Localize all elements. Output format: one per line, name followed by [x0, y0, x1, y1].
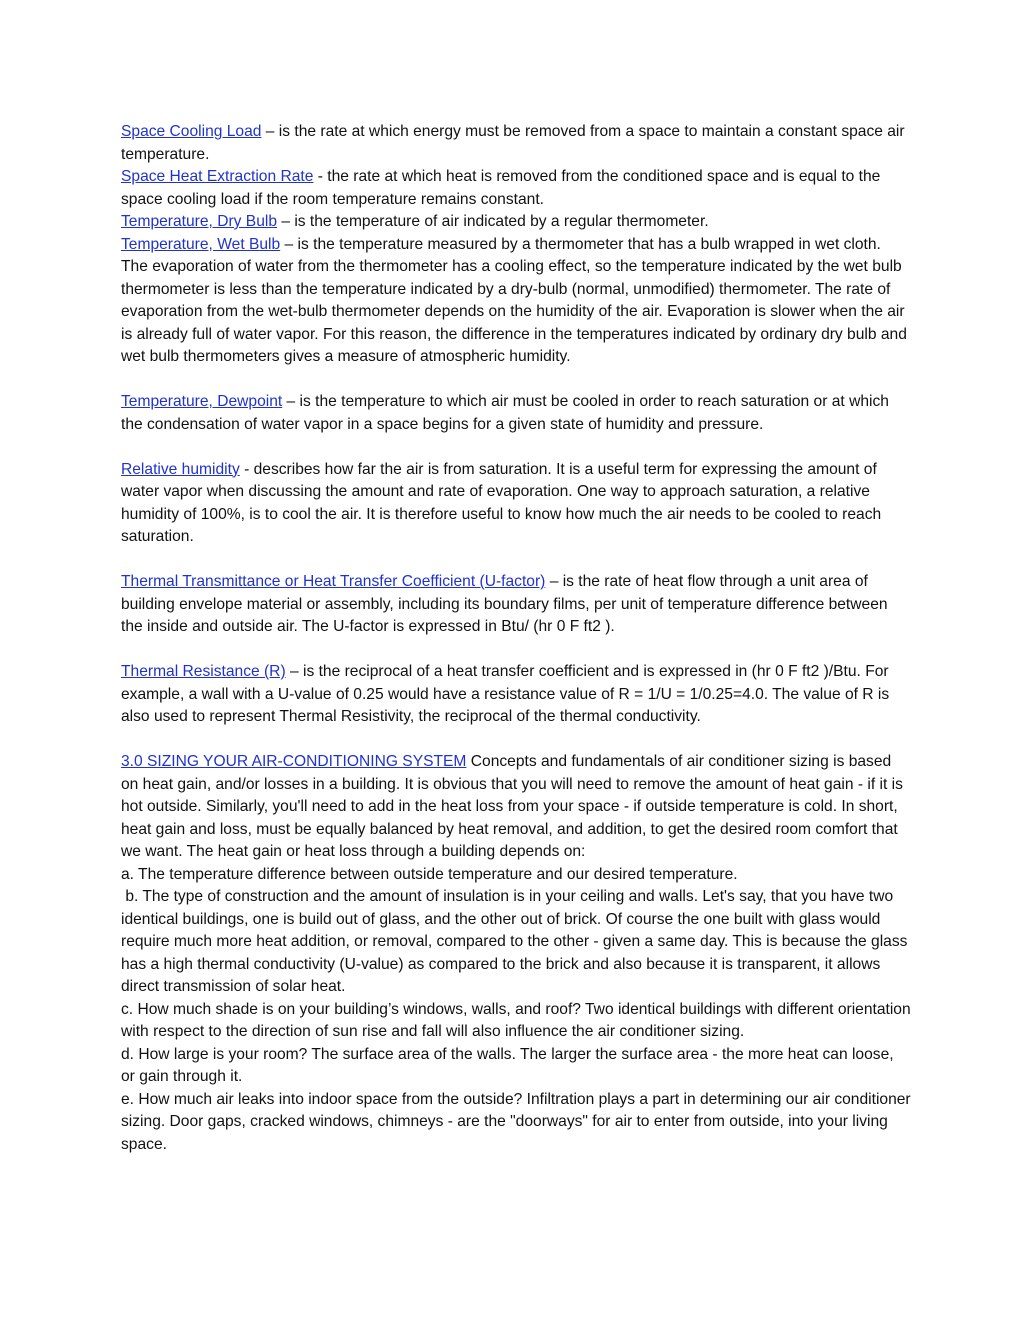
link-thermal-transmittance[interactable]: Thermal Transmittance or Heat Transfer Coefficient (U-factor) [121, 573, 546, 590]
definition-relative-humidity [121, 459, 911, 549]
definition-space-heat-extraction-rate [121, 166, 911, 211]
list-item-b: b. The type of construction and the amount of insulation is in your ceiling and walls. Let's say, that you have two identical buildings, one is build out of glass, and the other out of brick. Of course the one built with glass would require much more heat addition, or removal, compared to the other - given a same day. This is because the glass has a high thermal conductivity (U-value) as compared to the brick and also because it is transparent, it allows direct transmission of solar heat. [121, 888, 912, 995]
link-temperature-dewpoint[interactable]: Temperature, Dewpoint [121, 393, 283, 410]
definition-text: – is the temperature measured by a thermometer that has a bulb wrapped in wet cloth. The evaporation of water from the thermometer has a cooling effect, so the temperature indicated by the wet bulb thermometer is less than the temperature indicated by a dry-bulb (normal, unmodified) thermometer. The rate of evaporation from the wet-bulb thermometer depends on the humidity of the air. Evaporation is slower when the air is already full of water vapor. For this reason, the difference in the temperatures indicated by ordinary dry bulb and wet bulb thermometers gives a measure of atmospheric humidity. [121, 235, 907, 365]
link-section-heading[interactable]: 3.0 SIZING YOUR AIR-CONDITIONING SYSTEM [121, 753, 467, 770]
definition-text: - describes how far the air is from saturation. It is a useful term for expressing the amount of water vapor when discussing the amount and rate of evaporation. One way to approach saturation, a relative humidity of 100%, is to cool the air. It is therefore useful to know how much the air needs to be cooled to reach saturation. [121, 460, 882, 545]
document-body [121, 121, 911, 1156]
definition-text: – is the rate at which energy must be removed from a space to maintain a constant space air temperature. [121, 123, 905, 163]
paragraph-spacer [121, 549, 911, 572]
definition-thermal-resistance [121, 661, 911, 729]
list-item-d: d. How large is your room? The surface area of the walls. The larger the surface area - the more heat can loose, or gain through it. [121, 1045, 894, 1085]
definition-text: – is the temperature to which air must be cooled in order to reach saturation or at which the condensation of water vapor in a space begins for a given state of humidity and pressure. [121, 393, 889, 433]
definition-temperature-wet-bulb [121, 234, 911, 369]
definition-text: – is the temperature of air indicated by a regular thermometer. [277, 213, 709, 230]
paragraph-spacer [121, 369, 911, 392]
link-temperature-dry-bulb[interactable]: Temperature, Dry Bulb [121, 213, 277, 230]
definition-space-cooling-load [121, 121, 911, 166]
paragraph-spacer [121, 639, 911, 662]
definition-temperature-dewpoint [121, 391, 911, 436]
definition-temperature-dry-bulb [121, 211, 911, 234]
paragraph-spacer [121, 729, 911, 752]
list-item-e: e. How much air leaks into indoor space from the outside? Infiltration plays a part in determining our air conditioner sizing. Door gaps, cracked windows, chimneys - are the "doorways" for air to enter from outside, into your living space. [121, 1090, 911, 1153]
definition-thermal-transmittance [121, 571, 911, 639]
link-space-cooling-load[interactable]: Space Cooling Load [121, 123, 262, 140]
link-temperature-wet-bulb[interactable]: Temperature, Wet Bulb [121, 235, 281, 253]
definition-text: – is the reciprocal of a heat transfer coefficient and is expressed in (hr 0 F ft2 )/Btu. For example, a wall with a U-value of 0.25 would have a resistance value of R = 1/U = 1/0.25=4.0. The value of R is also used to represent Thermal Resistivity, the reciprocal of the thermal conductivity. [121, 663, 890, 725]
link-thermal-resistance[interactable]: Thermal Resistance (R) [121, 663, 286, 680]
link-relative-humidity[interactable]: Relative humidity [121, 460, 240, 478]
section-intro-text: Concepts and fundamentals of air conditioner sizing is based on heat gain, and/or losses in a building. It is obvious that you will need to remove the amount of heat gain - if it is hot outside. Similarly, you'll need to add in the heat loss from your space - if outside temperature is cold. In short, heat gain and loss, must be equally balanced by heat removal, and addition, to get the desired room comfort that we want. The heat gain or heat loss through a building depends on: [121, 753, 903, 860]
list-item-c: c. How much shade is on your building’s windows, walls, and roof? Two identical buildings with different orientation with respect to the direction of sun rise and fall will also influence the air conditioner sizing. [121, 1000, 911, 1040]
definition-text: - the rate at which heat is removed from the conditioned space and is equal to the space cooling load if the room temperature remains constant. [121, 168, 881, 208]
link-space-heat-extraction-rate[interactable]: Space Heat Extraction Rate [121, 168, 314, 185]
definition-text: – is the rate of heat flow through a unit area of building envelope material or assembly, including its boundary films, per unit of temperature difference between the inside and outside air. The U-factor is expressed in Btu/ (hr 0 F ft2 ). [121, 573, 888, 635]
paragraph-spacer [121, 436, 911, 459]
section-intro [121, 751, 911, 864]
list-item-a: a. The temperature difference between outside temperature and our desired temperature. [121, 865, 738, 883]
